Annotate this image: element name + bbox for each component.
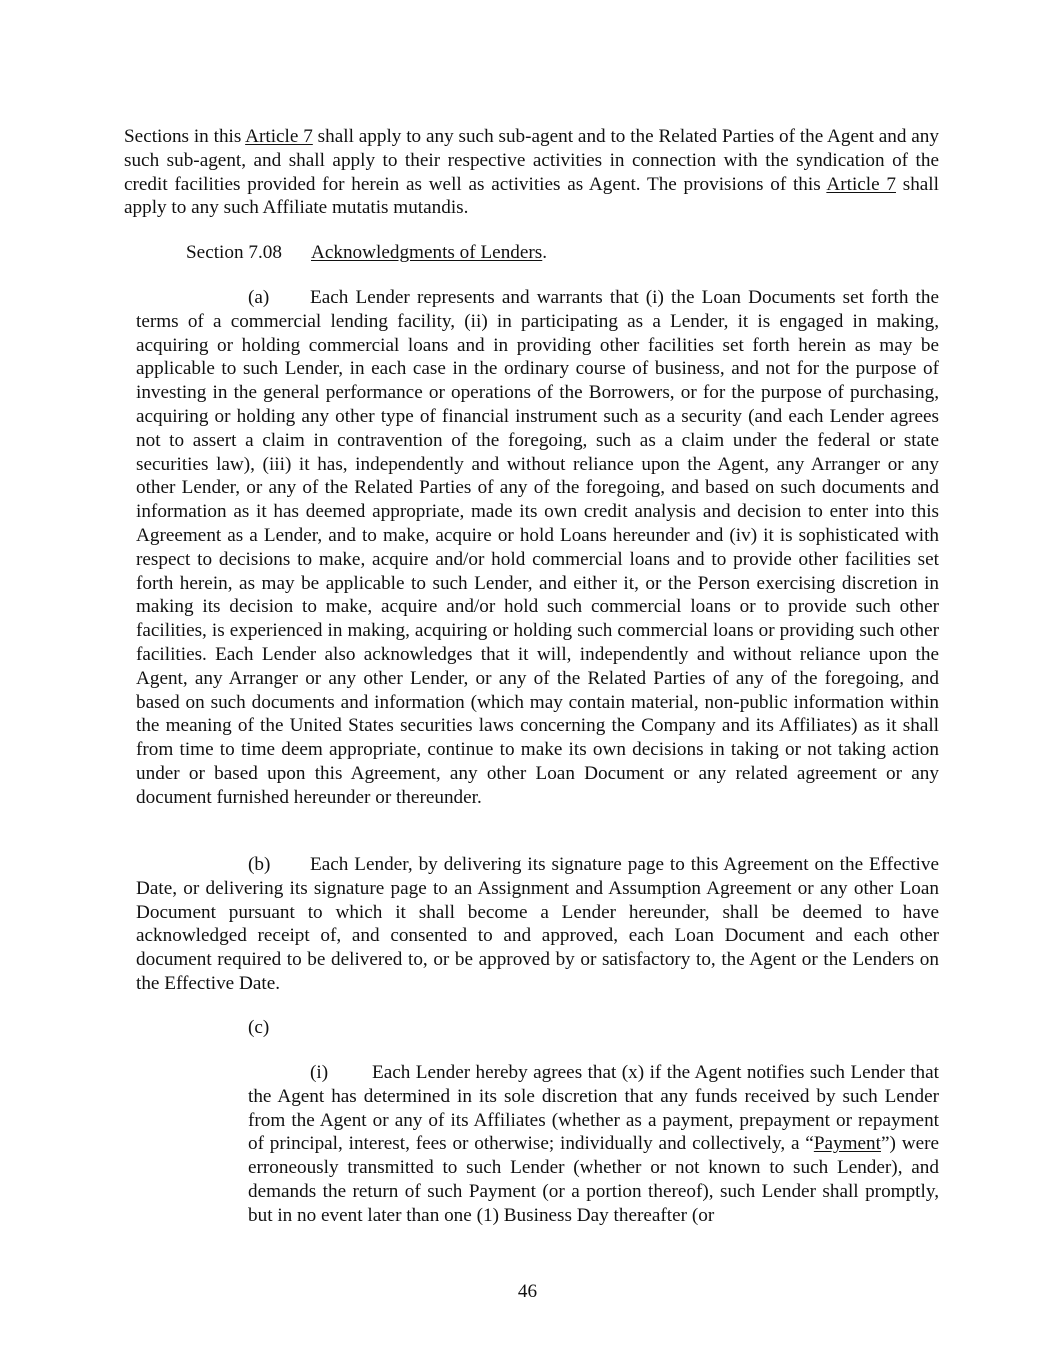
- paragraph-text: Each Lender hereby agrees that (x) if the Agent notifies such Lender that the Agent has determined in its sole discretion that any funds received by such Lender from the Agent or any of its Affiliates (whether as a payment, prepayment or repayment of principal, interest, fees or otherwise; individually and collectively, a “: [248, 1062, 939, 1155]
- paragraph-b: [136, 853, 939, 996]
- paragraph-c-i: [248, 1061, 939, 1228]
- intro-text-1: Sections in this: [124, 126, 246, 147]
- section-heading: [186, 241, 886, 265]
- section-title: Acknowledgments of Lenders: [311, 242, 543, 263]
- intro-text-3: shall apply to any such Affiliate mutatis mutandis.: [124, 173, 939, 219]
- intro-paragraph: [124, 125, 939, 220]
- paragraph-text: ”) were erroneously transmitted to such Lender (whether or not known to such Lender), and demands the return of such Payment (or a portion thereof), such Lender shall promptly, but in no event later than one (1) Business Day thereafter (or: [248, 1133, 939, 1226]
- paragraph-label: (b): [248, 854, 271, 875]
- intro-text-2: shall apply to any such sub-agent and to the Related Parties of the Agent and any such sub-agent, and shall apply to their respective activities in connection with the syndication of the credit facilities provided for herein as well as activities as Agent. The provisions of this: [124, 126, 939, 195]
- section-title-period: .: [542, 242, 548, 263]
- page-number: 46: [517, 1281, 538, 1302]
- paragraph-label: (c): [248, 1017, 270, 1038]
- defined-term: Payment: [813, 1133, 881, 1155]
- paragraph-c: [248, 1016, 448, 1040]
- paragraph-text: Each Lender represents and warrants that (i) the Loan Documents set forth the terms of a commercial lending facility, (ii) in participating as a Lender, it is engaged in making, acquiring or holding commercial loans and in providing other facilities set forth herein as may be applicable to such Lender, in each case in the ordinary course of business, and not for the purpose of investing in the general performance or operations of the Borrowers, or for the purpose of purchasing, acquiring or holding any other type of financial instrument such as a security (and each Lender agrees not to assert a claim in contravention of the foregoing, such as a claim under the federal or state securities law), (iii) it has, independently and without reliance upon the Agent, any Arranger or any other Lender, or any of the Related Parties of any of the foregoing, and based on such documents and information as it has deemed appropriate, made its own credit analysis and decision to enter into this Agreement as a Lender, and to make, acquire or hold Loans hereunder and (iv) it is sophisticated with respect to decisions to make, acquire and/or hold commercial loans and to provide other facilities set forth herein, as may be applicable to such Lender, and either it, or the Person exercising discretion in making its decision to make, acquire and/or hold such commercial loans or to provide such other facilities, is experienced in making, acquiring or holding such commercial loans or providing such other facilities. Each Lender also acknowledges that it will, independently and without reliance upon the Agent, any Arranger or any other Lender, or any of the Related Parties of any of the foregoing, and based on such documents and information (which may contain material, non-public information within the meaning of the United States securities laws concerning the Company and its Affiliates) as it shall from time to time deem appropriate, continue to make its own decisions in taking or not taking action under or based upon this Agreement, any other Loan Document or any related agreement or any document furnished hereunder or thereunder.: [136, 287, 939, 808]
- article-reference: Article 7: [245, 126, 313, 147]
- paragraph-label: (a): [248, 287, 270, 308]
- section-number: Section 7.08: [186, 242, 282, 263]
- paragraph-label: (i): [310, 1062, 329, 1083]
- paragraph-a: [136, 286, 939, 810]
- article-reference: Article 7: [826, 173, 896, 195]
- paragraph-text: Each Lender, by delivering its signature page to this Agreement on the Effective Date, or delivering its signature page to an Assignment and Assumption Agreement or any other Loan Document pursuant to which it shall become a Lender hereunder, shall be deemed to have acknowledged receipt of, and consented to and approved, each Loan Document and each other document required to be delivered to, or be approved by or satisfactory to, the Agent or the Lenders on the Effective Date.: [136, 854, 939, 994]
